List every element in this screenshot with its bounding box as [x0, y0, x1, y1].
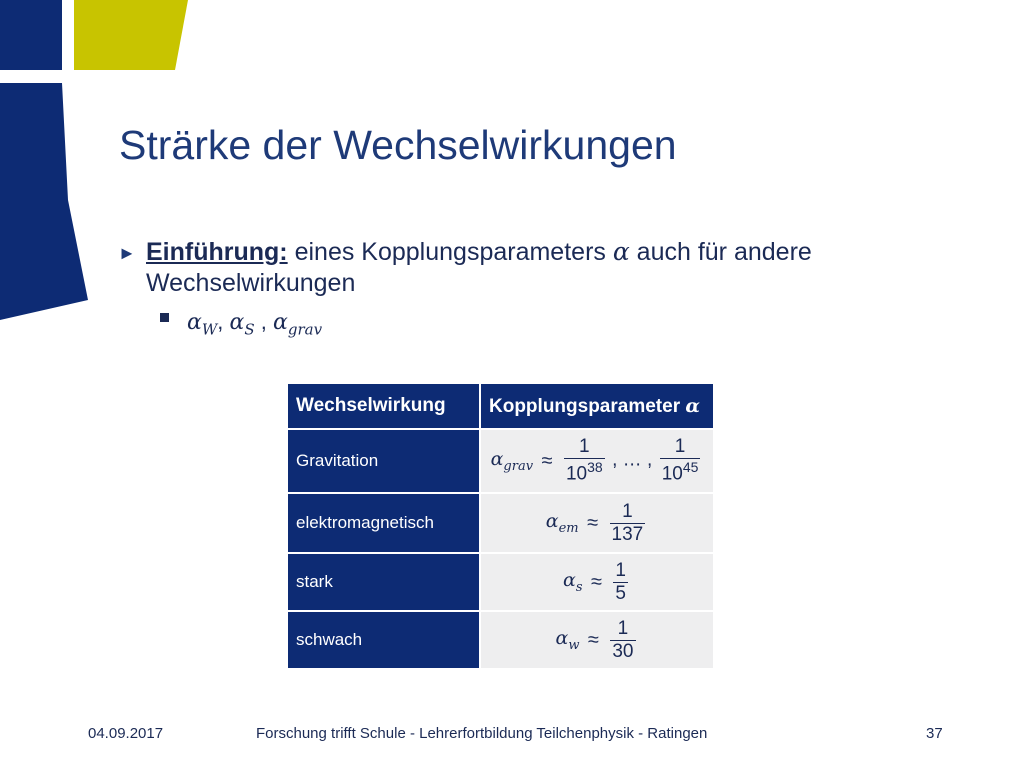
- table-row: [288, 430, 713, 492]
- alpha-symbol: α: [612, 237, 630, 266]
- header-coupling: Kopplungsparameter α: [481, 384, 713, 428]
- row-value: [481, 494, 713, 552]
- square-bullet-icon: [160, 313, 169, 322]
- table-row: [288, 494, 713, 552]
- row-name: elektromagnetisch: [288, 494, 479, 552]
- approx-sign: ≈: [541, 449, 553, 472]
- table-row: [288, 554, 713, 610]
- symbol: $\alpha_{em}$: [545, 510, 579, 536]
- row-value: [481, 430, 713, 492]
- header-interaction: Wechselwirkung: [288, 384, 479, 428]
- footer-page-number: 37: [926, 725, 943, 742]
- approx-sign: ≈: [587, 511, 599, 534]
- deco-olive-top: [74, 0, 188, 70]
- approx-sign: ≈: [590, 570, 602, 593]
- symbol: $\alpha_w$: [555, 627, 580, 653]
- alpha-grav: $\alpha_{grav}$: [273, 310, 323, 339]
- row-value: [481, 612, 713, 668]
- sep: ,: [217, 309, 230, 334]
- bullet-introduction: [118, 236, 938, 299]
- fraction: $\frac{1}{5}$: [615, 559, 626, 604]
- bullet-text-before: eines Kopplungsparameters: [287, 238, 613, 266]
- deco-navy-side: [0, 83, 88, 320]
- ellipsis: , … ,: [612, 450, 653, 471]
- symbol: $\alpha_{grav}$: [490, 448, 534, 474]
- fraction: $\frac{1}{10^{38}}$: [565, 436, 603, 485]
- table-row: [288, 612, 713, 668]
- bullet-lead: Einführung:: [146, 238, 288, 266]
- alpha-w: $\alpha_W$: [187, 310, 218, 339]
- alpha-s: $\alpha_S$: [229, 310, 255, 339]
- arrow-bullet-icon: ►: [118, 243, 136, 263]
- footer-date: 04.09.2017: [88, 725, 164, 742]
- fraction: $\frac{1}{10^{45}}$: [661, 436, 699, 485]
- coupling-table: [286, 382, 715, 670]
- sub-bullet-alphas: [160, 309, 322, 338]
- footer-title: Forschung trifft Schule - Lehrerfortbildung Teilchenphysik - Ratingen: [256, 725, 708, 742]
- symbol: $\alpha_s$: [563, 569, 583, 595]
- slide-title: Strärke der Wechselwirkungen: [119, 122, 677, 168]
- table-header-row: [288, 384, 713, 428]
- row-name: stark: [288, 554, 479, 610]
- approx-sign: ≈: [587, 628, 599, 651]
- bullet-text-after: auch für andere Wechselwirkungen: [146, 238, 812, 297]
- sep: ,: [254, 309, 273, 334]
- fraction: $\frac{1}{137}$: [611, 500, 644, 545]
- row-name: schwach: [288, 612, 479, 668]
- row-value: [481, 554, 713, 610]
- fraction: $\frac{1}{30}$: [612, 617, 634, 662]
- row-name: Gravitation: [288, 430, 479, 492]
- deco-navy-top: [0, 0, 62, 70]
